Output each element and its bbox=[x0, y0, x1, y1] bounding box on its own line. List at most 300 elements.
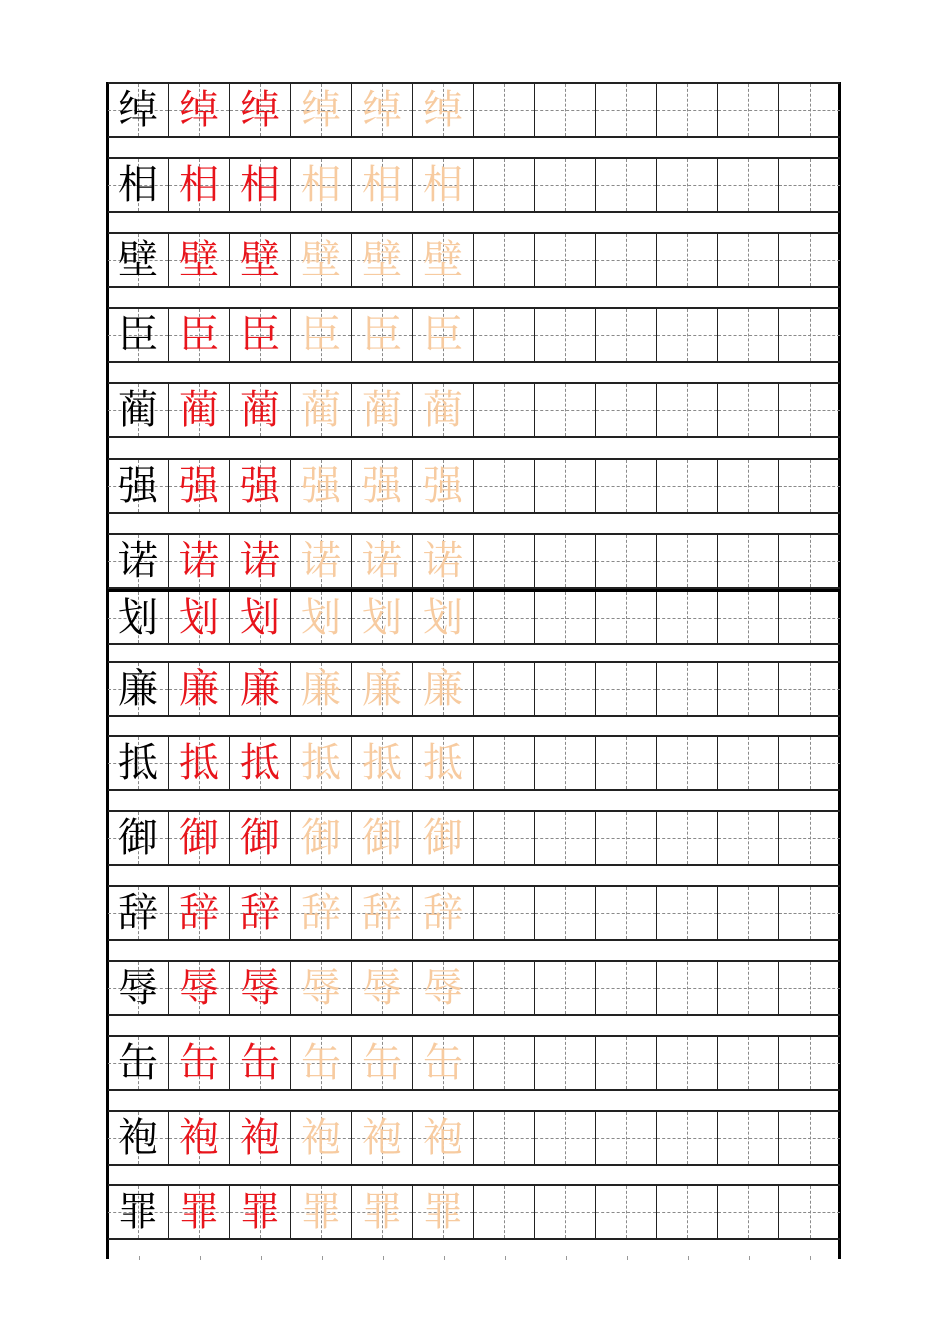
trace-character: 抵 bbox=[301, 740, 341, 786]
tian-grid-cell[interactable] bbox=[413, 1112, 474, 1164]
red-example-character: 诺 bbox=[240, 538, 280, 584]
tian-grid-cell[interactable] bbox=[169, 84, 230, 136]
tian-grid-cell[interactable] bbox=[352, 1186, 413, 1238]
tian-grid-cell[interactable] bbox=[596, 384, 657, 436]
tian-grid-cell[interactable] bbox=[535, 384, 596, 436]
tian-grid-cell[interactable] bbox=[169, 535, 230, 587]
tian-grid-cell[interactable] bbox=[657, 384, 718, 436]
trace-character: 相 bbox=[362, 162, 402, 208]
tian-grid-cell[interactable] bbox=[779, 663, 840, 715]
tian-grid-cell[interactable] bbox=[596, 812, 657, 864]
tian-grid-cell[interactable] bbox=[718, 84, 779, 136]
tian-grid-cell[interactable] bbox=[535, 962, 596, 1014]
tian-grid-cell[interactable] bbox=[657, 234, 718, 286]
trace-character: 壁 bbox=[301, 237, 341, 283]
horizontal-guide-line bbox=[718, 689, 778, 690]
tian-grid-cell[interactable] bbox=[718, 663, 779, 715]
tian-grid-cell[interactable] bbox=[413, 535, 474, 587]
tian-grid-cell[interactable] bbox=[230, 1186, 291, 1238]
horizontal-guide-line bbox=[718, 185, 778, 186]
trace-character: 袍 bbox=[301, 1115, 341, 1161]
trace-character: 御 bbox=[362, 815, 402, 861]
tian-grid-cell[interactable] bbox=[596, 1186, 657, 1238]
tian-grid-cell[interactable] bbox=[718, 1112, 779, 1164]
tian-grid-cell[interactable] bbox=[108, 159, 169, 211]
trace-character: 罪 bbox=[362, 1189, 402, 1235]
red-example-character: 抵 bbox=[179, 740, 219, 786]
tian-grid-cell[interactable] bbox=[535, 887, 596, 939]
tian-grid-cell[interactable] bbox=[291, 84, 352, 136]
practice-row bbox=[108, 82, 840, 138]
tian-grid-cell[interactable] bbox=[291, 535, 352, 587]
tian-grid-cell[interactable] bbox=[291, 812, 352, 864]
tian-grid-cell[interactable] bbox=[230, 962, 291, 1014]
tian-grid-cell[interactable] bbox=[291, 159, 352, 211]
tian-grid-cell[interactable] bbox=[474, 887, 535, 939]
tian-grid-cell[interactable] bbox=[657, 1186, 718, 1238]
tian-grid-cell[interactable] bbox=[718, 309, 779, 361]
tian-grid-cell[interactable] bbox=[474, 460, 535, 512]
tian-grid-cell[interactable] bbox=[108, 1112, 169, 1164]
trace-character: 御 bbox=[423, 815, 463, 861]
trace-character: 蔺 bbox=[423, 387, 463, 433]
tian-grid-cell[interactable] bbox=[718, 460, 779, 512]
horizontal-guide-line bbox=[535, 1212, 595, 1213]
tian-grid-cell[interactable] bbox=[291, 962, 352, 1014]
tian-grid-cell[interactable] bbox=[230, 535, 291, 587]
tian-grid-cell[interactable] bbox=[169, 663, 230, 715]
trace-character: 缶 bbox=[423, 1040, 463, 1086]
tian-grid-cell[interactable] bbox=[169, 962, 230, 1014]
horizontal-guide-line bbox=[718, 486, 778, 487]
tian-grid-cell[interactable] bbox=[779, 309, 840, 361]
horizontal-guide-line bbox=[779, 110, 840, 111]
tian-grid-cell[interactable] bbox=[169, 309, 230, 361]
tian-grid-cell[interactable] bbox=[535, 1186, 596, 1238]
guide-mark bbox=[596, 1256, 657, 1262]
horizontal-guide-line bbox=[657, 618, 717, 619]
tian-grid-cell[interactable] bbox=[108, 737, 169, 789]
tian-grid-cell[interactable] bbox=[779, 962, 840, 1014]
horizontal-guide-line bbox=[657, 410, 717, 411]
tian-grid-cell[interactable] bbox=[413, 234, 474, 286]
trace-character: 蔺 bbox=[301, 387, 341, 433]
red-example-character: 相 bbox=[240, 162, 280, 208]
tian-grid-cell[interactable] bbox=[657, 159, 718, 211]
tian-grid-cell[interactable] bbox=[108, 663, 169, 715]
tian-grid-cell[interactable] bbox=[657, 592, 718, 643]
tian-grid-cell[interactable] bbox=[169, 384, 230, 436]
trace-character: 抵 bbox=[362, 740, 402, 786]
tian-grid-cell[interactable] bbox=[779, 460, 840, 512]
tian-grid-cell[interactable] bbox=[352, 1112, 413, 1164]
horizontal-guide-line bbox=[474, 410, 534, 411]
tian-grid-cell[interactable] bbox=[108, 309, 169, 361]
tian-grid-cell[interactable] bbox=[413, 592, 474, 643]
tian-grid-cell[interactable] bbox=[779, 535, 840, 587]
tian-grid-cell[interactable] bbox=[535, 663, 596, 715]
horizontal-guide-line bbox=[657, 486, 717, 487]
tian-grid-cell[interactable] bbox=[779, 159, 840, 211]
tian-grid-cell[interactable] bbox=[291, 737, 352, 789]
tian-grid-cell[interactable] bbox=[413, 460, 474, 512]
tian-grid-cell[interactable] bbox=[291, 234, 352, 286]
horizontal-guide-line bbox=[657, 988, 717, 989]
tian-grid-cell[interactable] bbox=[535, 812, 596, 864]
red-example-character: 臣 bbox=[179, 312, 219, 358]
tian-grid-cell[interactable] bbox=[718, 384, 779, 436]
guide-mark bbox=[535, 1256, 596, 1262]
tian-grid-cell[interactable] bbox=[230, 384, 291, 436]
tian-grid-cell[interactable] bbox=[779, 812, 840, 864]
tian-grid-cell[interactable] bbox=[718, 737, 779, 789]
tian-grid-cell[interactable] bbox=[474, 234, 535, 286]
model-character: 辱 bbox=[118, 965, 158, 1011]
tian-grid-cell[interactable] bbox=[657, 737, 718, 789]
tian-grid-cell[interactable] bbox=[657, 887, 718, 939]
tian-grid-cell[interactable] bbox=[718, 887, 779, 939]
tian-grid-cell[interactable] bbox=[413, 1186, 474, 1238]
tian-grid-cell[interactable] bbox=[657, 962, 718, 1014]
guide-mark bbox=[474, 1256, 535, 1262]
red-example-character: 抵 bbox=[240, 740, 280, 786]
red-example-character: 辱 bbox=[240, 965, 280, 1011]
tian-grid-cell[interactable] bbox=[779, 737, 840, 789]
tian-grid-cell[interactable] bbox=[169, 887, 230, 939]
tian-grid-cell[interactable] bbox=[535, 460, 596, 512]
tian-grid-cell[interactable] bbox=[779, 384, 840, 436]
guide-mark bbox=[352, 1256, 413, 1262]
tian-grid-cell[interactable] bbox=[779, 592, 840, 643]
tian-grid-cell[interactable] bbox=[230, 159, 291, 211]
tian-grid-cell[interactable] bbox=[657, 812, 718, 864]
horizontal-guide-line bbox=[779, 561, 840, 562]
tian-grid-cell[interactable] bbox=[108, 234, 169, 286]
red-example-character: 壁 bbox=[179, 237, 219, 283]
tian-grid-cell[interactable] bbox=[535, 1112, 596, 1164]
tian-grid-cell[interactable] bbox=[718, 234, 779, 286]
tian-grid-cell[interactable] bbox=[474, 1112, 535, 1164]
tian-grid-cell[interactable] bbox=[108, 1037, 169, 1089]
tian-grid-cell[interactable] bbox=[352, 887, 413, 939]
horizontal-guide-line bbox=[474, 988, 534, 989]
practice-row bbox=[108, 735, 840, 791]
horizontal-guide-line bbox=[779, 1138, 840, 1139]
tian-grid-cell[interactable] bbox=[596, 592, 657, 643]
horizontal-guide-line bbox=[779, 689, 840, 690]
horizontal-guide-line bbox=[779, 618, 840, 619]
tian-grid-cell[interactable] bbox=[474, 1186, 535, 1238]
trace-character: 臣 bbox=[362, 312, 402, 358]
tian-grid-cell[interactable] bbox=[596, 309, 657, 361]
horizontal-guide-line bbox=[657, 185, 717, 186]
red-example-character: 袍 bbox=[240, 1115, 280, 1161]
tian-grid-cell[interactable] bbox=[291, 592, 352, 643]
tian-grid-cell[interactable] bbox=[230, 737, 291, 789]
tian-grid-cell[interactable] bbox=[535, 592, 596, 643]
horizontal-guide-line bbox=[535, 410, 595, 411]
trace-character: 辱 bbox=[362, 965, 402, 1011]
trace-character: 辱 bbox=[423, 965, 463, 1011]
tian-grid-cell[interactable] bbox=[596, 535, 657, 587]
trace-character: 强 bbox=[362, 463, 402, 509]
model-character: 御 bbox=[118, 815, 158, 861]
model-character: 辞 bbox=[118, 890, 158, 936]
horizontal-guide-line bbox=[718, 410, 778, 411]
horizontal-guide-line bbox=[657, 838, 717, 839]
tian-grid-cell[interactable] bbox=[230, 84, 291, 136]
trace-character: 绰 bbox=[423, 87, 463, 133]
tian-grid-cell[interactable] bbox=[169, 234, 230, 286]
tian-grid-cell[interactable] bbox=[779, 887, 840, 939]
tian-grid-cell[interactable] bbox=[108, 962, 169, 1014]
tian-grid-cell[interactable] bbox=[413, 384, 474, 436]
tian-grid-cell[interactable] bbox=[169, 812, 230, 864]
tian-grid-cell[interactable] bbox=[169, 592, 230, 643]
horizontal-guide-line bbox=[535, 838, 595, 839]
tian-grid-cell[interactable] bbox=[352, 1037, 413, 1089]
tian-grid-cell[interactable] bbox=[352, 812, 413, 864]
tian-grid-cell[interactable] bbox=[291, 1037, 352, 1089]
tian-grid-cell[interactable] bbox=[230, 1037, 291, 1089]
red-example-character: 诺 bbox=[179, 538, 219, 584]
tian-grid-cell[interactable] bbox=[596, 737, 657, 789]
tian-grid-cell[interactable] bbox=[230, 592, 291, 643]
tian-grid-cell[interactable] bbox=[657, 1037, 718, 1089]
tian-grid-cell[interactable] bbox=[535, 535, 596, 587]
guide-mark bbox=[291, 1256, 352, 1262]
tian-grid-cell[interactable] bbox=[230, 460, 291, 512]
tian-grid-cell[interactable] bbox=[779, 234, 840, 286]
horizontal-guide-line bbox=[474, 561, 534, 562]
horizontal-guide-line bbox=[535, 1138, 595, 1139]
tian-grid-cell[interactable] bbox=[291, 663, 352, 715]
tian-grid-cell[interactable] bbox=[718, 1037, 779, 1089]
trace-character: 罪 bbox=[423, 1189, 463, 1235]
tian-grid-cell[interactable] bbox=[779, 1112, 840, 1164]
tian-grid-cell[interactable] bbox=[535, 309, 596, 361]
horizontal-guide-line bbox=[779, 185, 840, 186]
red-example-character: 袍 bbox=[179, 1115, 219, 1161]
tian-grid-cell[interactable] bbox=[596, 234, 657, 286]
tian-grid-cell[interactable] bbox=[657, 309, 718, 361]
tian-grid-cell[interactable] bbox=[474, 1037, 535, 1089]
tian-grid-cell[interactable] bbox=[413, 1037, 474, 1089]
tian-grid-cell[interactable] bbox=[474, 663, 535, 715]
model-character: 划 bbox=[118, 594, 158, 641]
tian-grid-cell[interactable] bbox=[474, 84, 535, 136]
tian-grid-cell[interactable] bbox=[169, 159, 230, 211]
trace-character: 相 bbox=[301, 162, 341, 208]
horizontal-guide-line bbox=[718, 913, 778, 914]
horizontal-guide-line bbox=[474, 1138, 534, 1139]
tian-grid-cell[interactable] bbox=[291, 384, 352, 436]
tian-grid-cell[interactable] bbox=[596, 84, 657, 136]
tian-grid-cell[interactable] bbox=[291, 1186, 352, 1238]
tian-grid-cell[interactable] bbox=[291, 1112, 352, 1164]
tian-grid-cell[interactable] bbox=[230, 663, 291, 715]
red-example-character: 划 bbox=[240, 594, 280, 641]
tian-grid-cell[interactable] bbox=[535, 234, 596, 286]
tian-grid-cell[interactable] bbox=[352, 84, 413, 136]
tian-grid-cell[interactable] bbox=[230, 887, 291, 939]
practice-row bbox=[108, 307, 840, 363]
trace-character: 辱 bbox=[301, 965, 341, 1011]
tian-grid-cell[interactable] bbox=[352, 460, 413, 512]
horizontal-guide-line bbox=[535, 335, 595, 336]
tian-grid-cell[interactable] bbox=[352, 535, 413, 587]
tian-grid-cell[interactable] bbox=[352, 663, 413, 715]
tian-grid-cell[interactable] bbox=[657, 84, 718, 136]
tian-grid-cell[interactable] bbox=[413, 84, 474, 136]
tian-grid-cell[interactable] bbox=[169, 737, 230, 789]
tian-grid-cell[interactable] bbox=[413, 737, 474, 789]
tian-grid-cell[interactable] bbox=[230, 309, 291, 361]
tian-grid-cell[interactable] bbox=[291, 309, 352, 361]
tian-grid-cell[interactable] bbox=[413, 887, 474, 939]
tian-grid-cell[interactable] bbox=[108, 812, 169, 864]
tian-grid-cell[interactable] bbox=[474, 812, 535, 864]
tian-grid-cell[interactable] bbox=[291, 887, 352, 939]
tian-grid-cell[interactable] bbox=[596, 663, 657, 715]
horizontal-guide-line bbox=[474, 335, 534, 336]
tian-grid-cell[interactable] bbox=[230, 1112, 291, 1164]
tian-grid-cell[interactable] bbox=[352, 384, 413, 436]
tian-grid-cell[interactable] bbox=[108, 84, 169, 136]
tian-grid-cell[interactable] bbox=[474, 592, 535, 643]
tian-grid-cell[interactable] bbox=[352, 737, 413, 789]
tian-grid-cell[interactable] bbox=[352, 159, 413, 211]
tian-grid-cell[interactable] bbox=[230, 812, 291, 864]
horizontal-guide-line bbox=[657, 1212, 717, 1213]
tian-grid-cell[interactable] bbox=[352, 234, 413, 286]
tian-grid-cell[interactable] bbox=[718, 1186, 779, 1238]
tian-grid-cell[interactable] bbox=[108, 1186, 169, 1238]
horizontal-guide-line bbox=[657, 110, 717, 111]
trace-character: 诺 bbox=[362, 538, 402, 584]
horizontal-guide-line bbox=[474, 763, 534, 764]
tian-grid-cell[interactable] bbox=[718, 535, 779, 587]
trace-character: 廉 bbox=[362, 666, 402, 712]
tian-grid-cell[interactable] bbox=[352, 592, 413, 643]
model-character: 袍 bbox=[118, 1115, 158, 1161]
tian-grid-cell[interactable] bbox=[535, 84, 596, 136]
horizontal-guide-line bbox=[718, 335, 778, 336]
tian-grid-cell[interactable] bbox=[413, 962, 474, 1014]
tian-grid-cell[interactable] bbox=[108, 384, 169, 436]
horizontal-guide-line bbox=[779, 1063, 840, 1064]
horizontal-guide-line bbox=[596, 763, 656, 764]
tian-grid-cell[interactable] bbox=[657, 460, 718, 512]
red-example-character: 强 bbox=[179, 463, 219, 509]
tian-grid-cell[interactable] bbox=[413, 159, 474, 211]
tian-grid-cell[interactable] bbox=[169, 1186, 230, 1238]
horizontal-guide-line bbox=[779, 1212, 840, 1213]
model-character: 缶 bbox=[118, 1040, 158, 1086]
tian-grid-cell[interactable] bbox=[474, 535, 535, 587]
trace-character: 诺 bbox=[301, 538, 341, 584]
tian-grid-cell[interactable] bbox=[657, 535, 718, 587]
tian-grid-cell[interactable] bbox=[474, 737, 535, 789]
red-example-character: 蔺 bbox=[240, 387, 280, 433]
horizontal-guide-line bbox=[596, 486, 656, 487]
tian-grid-cell[interactable] bbox=[535, 159, 596, 211]
model-character: 臣 bbox=[118, 312, 158, 358]
horizontal-guide-line bbox=[474, 1212, 534, 1213]
tian-grid-cell[interactable] bbox=[596, 159, 657, 211]
tian-grid-cell[interactable] bbox=[596, 1112, 657, 1164]
tian-grid-cell[interactable] bbox=[291, 460, 352, 512]
tian-grid-cell[interactable] bbox=[230, 234, 291, 286]
tian-grid-cell[interactable] bbox=[718, 159, 779, 211]
red-example-character: 相 bbox=[179, 162, 219, 208]
horizontal-guide-line bbox=[779, 486, 840, 487]
tian-grid-cell[interactable] bbox=[657, 1112, 718, 1164]
tian-grid-cell[interactable] bbox=[413, 309, 474, 361]
tian-grid-cell[interactable] bbox=[474, 962, 535, 1014]
tian-grid-cell[interactable] bbox=[596, 1037, 657, 1089]
tian-grid-cell[interactable] bbox=[718, 592, 779, 643]
tian-grid-cell[interactable] bbox=[413, 812, 474, 864]
trace-character: 辞 bbox=[301, 890, 341, 936]
practice-row bbox=[108, 589, 840, 645]
red-example-character: 蔺 bbox=[179, 387, 219, 433]
tian-grid-cell[interactable] bbox=[535, 737, 596, 789]
trace-character: 御 bbox=[301, 815, 341, 861]
horizontal-guide-line bbox=[596, 1063, 656, 1064]
tian-grid-cell[interactable] bbox=[108, 887, 169, 939]
tian-grid-cell[interactable] bbox=[779, 84, 840, 136]
tian-grid-cell[interactable] bbox=[535, 1037, 596, 1089]
tian-grid-cell[interactable] bbox=[779, 1037, 840, 1089]
model-character: 廉 bbox=[118, 666, 158, 712]
tian-grid-cell[interactable] bbox=[169, 1112, 230, 1164]
tian-grid-cell[interactable] bbox=[779, 1186, 840, 1238]
red-example-character: 缶 bbox=[240, 1040, 280, 1086]
tian-grid-cell[interactable] bbox=[718, 962, 779, 1014]
model-character: 强 bbox=[118, 463, 158, 509]
tian-grid-cell[interactable] bbox=[108, 460, 169, 512]
tian-grid-cell[interactable] bbox=[169, 460, 230, 512]
trace-character: 绰 bbox=[362, 87, 402, 133]
tian-grid-cell[interactable] bbox=[474, 384, 535, 436]
red-example-character: 绰 bbox=[240, 87, 280, 133]
horizontal-guide-line bbox=[474, 913, 534, 914]
tian-grid-cell[interactable] bbox=[108, 592, 169, 643]
horizontal-guide-line bbox=[474, 260, 534, 261]
tian-grid-cell[interactable] bbox=[718, 812, 779, 864]
tian-grid-cell[interactable] bbox=[596, 962, 657, 1014]
tian-grid-cell[interactable] bbox=[596, 887, 657, 939]
trace-character: 壁 bbox=[362, 237, 402, 283]
tian-grid-cell[interactable] bbox=[474, 309, 535, 361]
tian-grid-cell[interactable] bbox=[352, 962, 413, 1014]
tian-grid-cell[interactable] bbox=[474, 159, 535, 211]
trace-character: 划 bbox=[423, 594, 463, 641]
trace-character: 辞 bbox=[423, 890, 463, 936]
horizontal-guide-line bbox=[657, 260, 717, 261]
horizontal-guide-line bbox=[596, 561, 656, 562]
tian-grid-cell[interactable] bbox=[169, 1037, 230, 1089]
guide-mark bbox=[779, 1256, 840, 1262]
model-character: 罪 bbox=[118, 1189, 158, 1235]
tian-grid-cell[interactable] bbox=[413, 663, 474, 715]
tian-grid-cell[interactable] bbox=[657, 663, 718, 715]
tian-grid-cell[interactable] bbox=[108, 535, 169, 587]
trace-character: 缶 bbox=[362, 1040, 402, 1086]
tian-grid-cell[interactable] bbox=[596, 460, 657, 512]
tian-grid-cell[interactable] bbox=[352, 309, 413, 361]
